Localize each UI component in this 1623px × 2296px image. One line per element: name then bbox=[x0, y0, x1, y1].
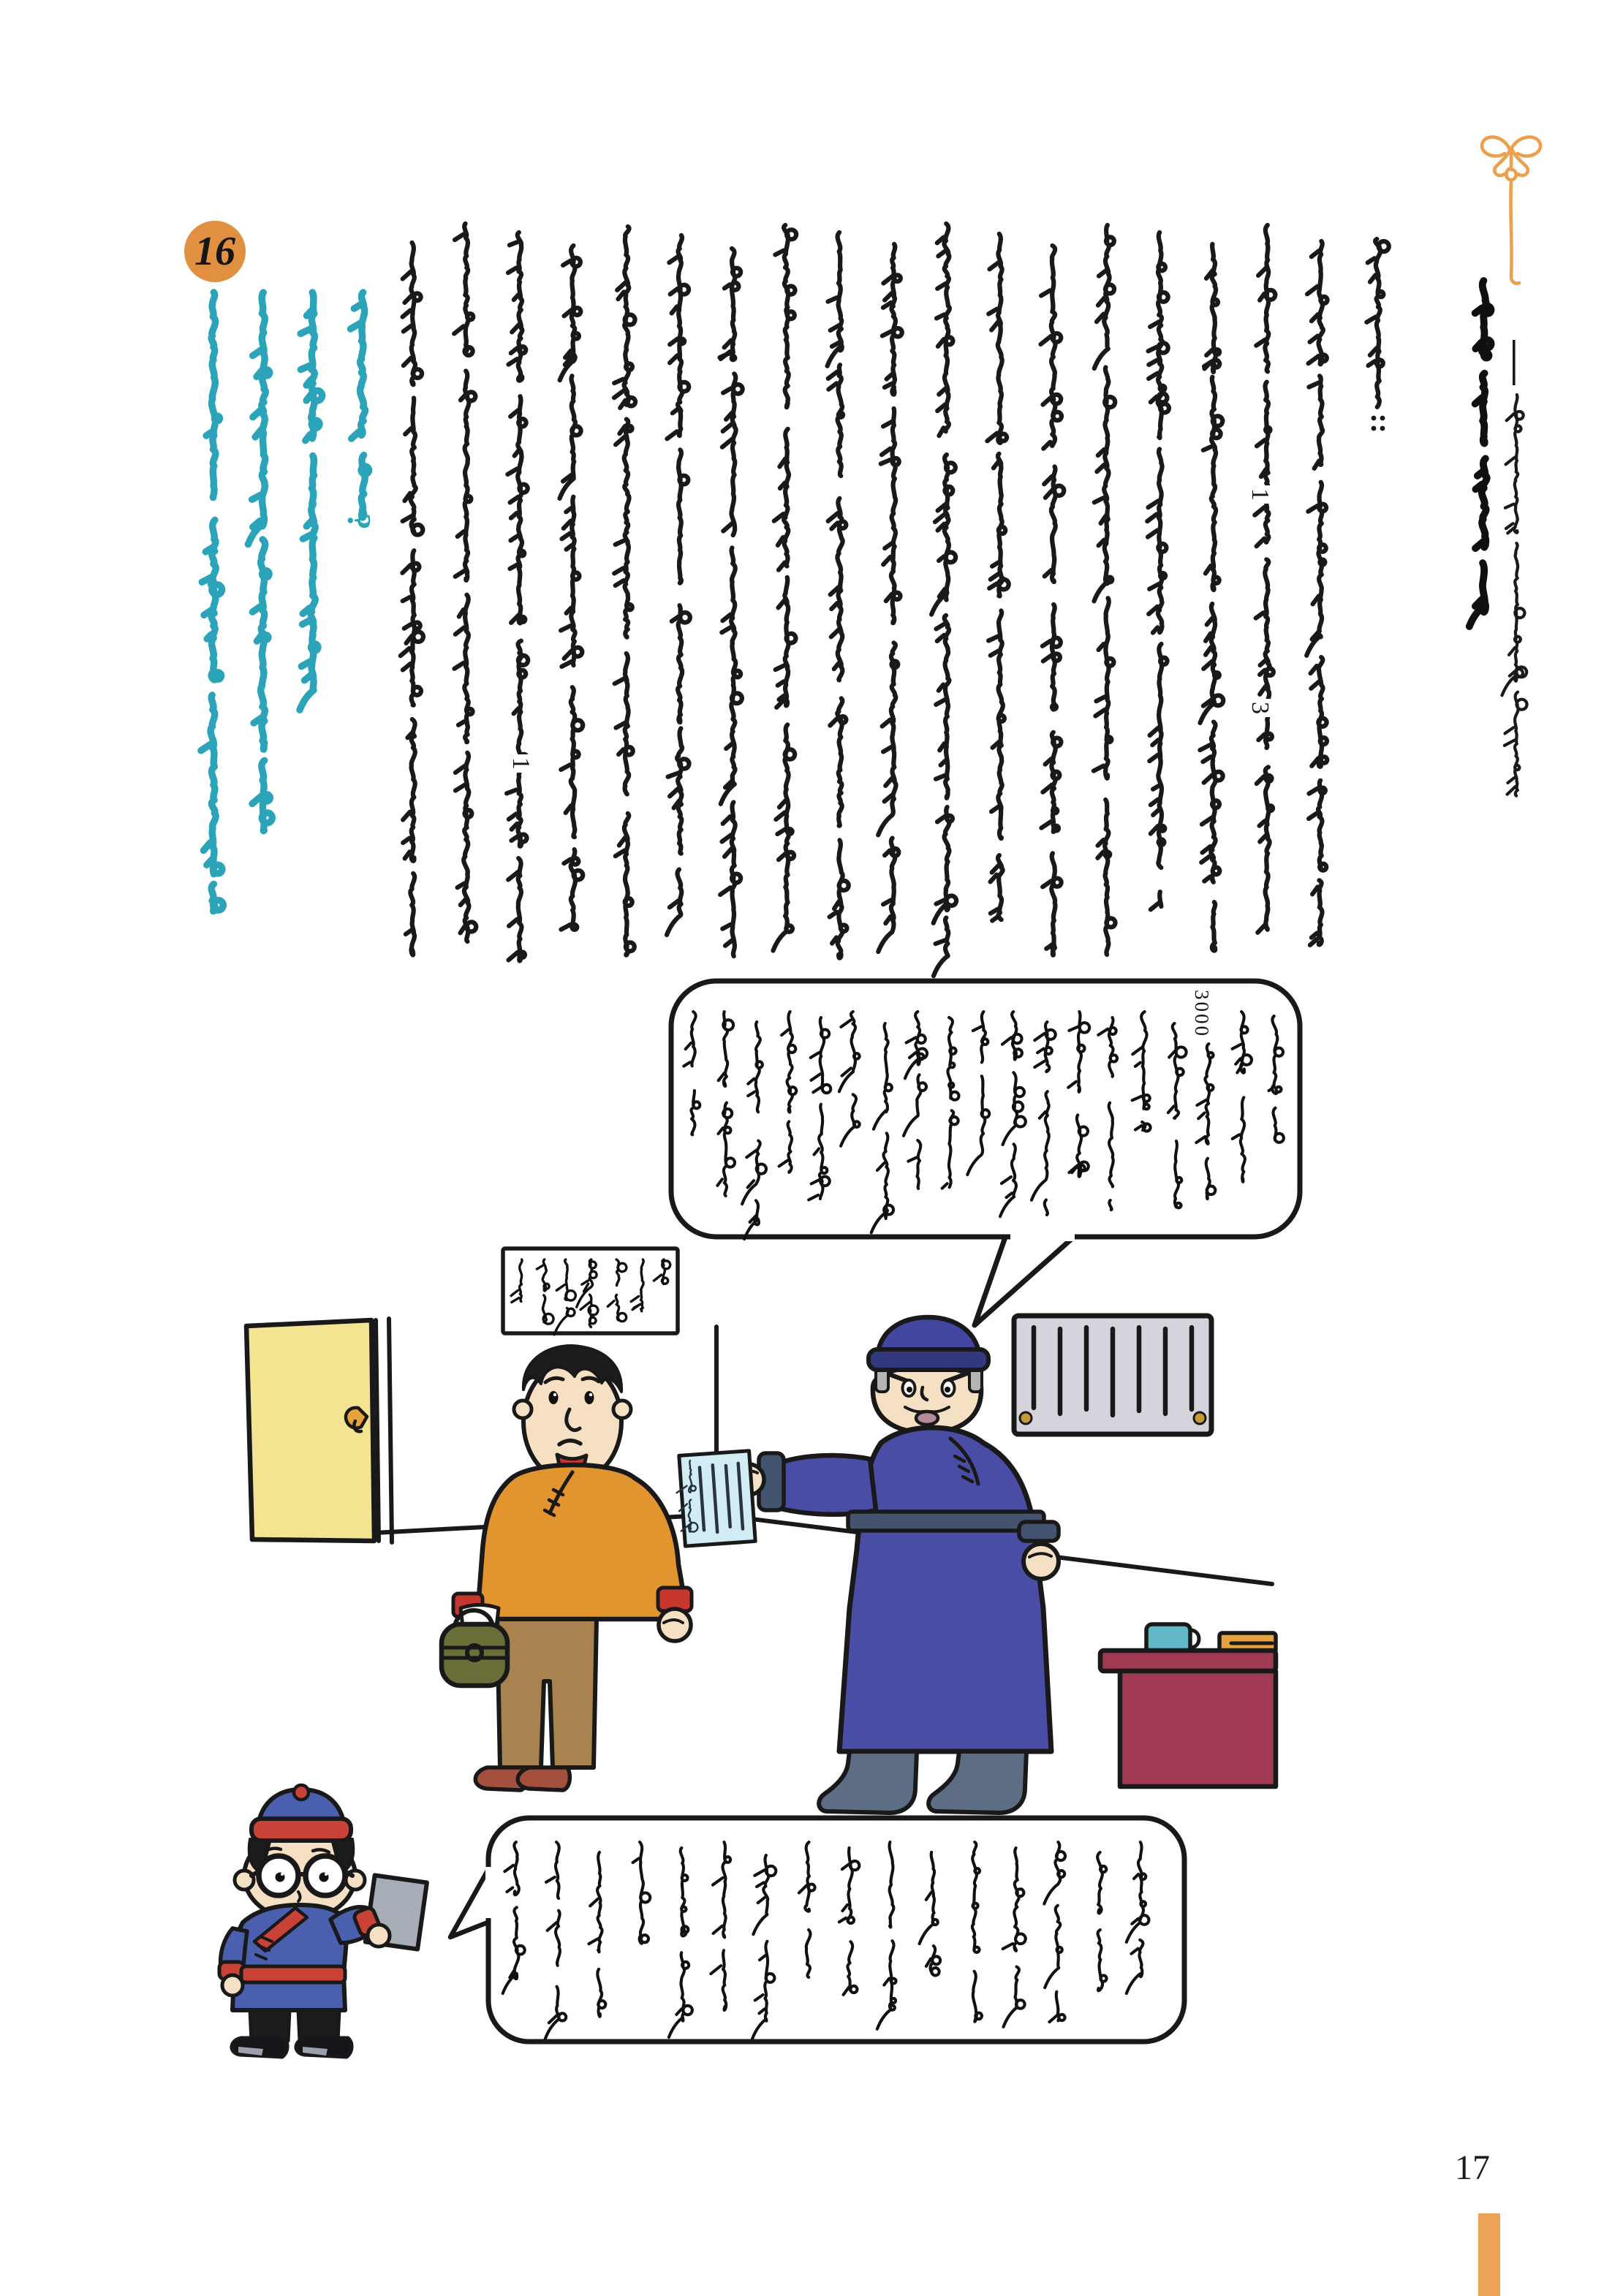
script-column bbox=[248, 292, 272, 831]
screw-icon bbox=[1020, 1412, 1032, 1424]
script-column bbox=[560, 246, 583, 930]
radiator bbox=[1014, 1316, 1211, 1434]
lesson-number: 16 bbox=[194, 229, 235, 274]
inline-digit: 1 bbox=[1246, 485, 1274, 504]
speech-bubble-bottom bbox=[450, 1818, 1184, 2042]
belt bbox=[241, 1966, 345, 1982]
hand bbox=[368, 1925, 390, 1947]
script-column bbox=[507, 232, 528, 961]
script-column bbox=[667, 235, 690, 935]
end-punctuation-mark bbox=[1372, 416, 1385, 431]
speech-tail bbox=[450, 1864, 491, 1937]
bubble-amount-number: 3000 bbox=[1191, 990, 1213, 1038]
visitor-man bbox=[442, 1346, 692, 1790]
script-column bbox=[1502, 395, 1527, 796]
page-number: 17 bbox=[1455, 2148, 1490, 2187]
script-column bbox=[1200, 244, 1223, 951]
script-column bbox=[350, 292, 368, 518]
teal-middle-dot bbox=[309, 500, 317, 508]
header-dash bbox=[1513, 340, 1516, 385]
script-column bbox=[454, 224, 476, 941]
satchel-bag bbox=[442, 1624, 507, 1686]
hat-knob bbox=[294, 1785, 309, 1800]
inline-digit: 3 bbox=[1246, 699, 1274, 717]
script-column bbox=[614, 227, 635, 955]
speech-tail bbox=[975, 1231, 1081, 1325]
extended-arm bbox=[781, 1455, 876, 1515]
unit-header-title bbox=[1469, 281, 1491, 626]
hand bbox=[659, 1609, 691, 1641]
script-column bbox=[1094, 225, 1116, 955]
door bbox=[246, 1319, 392, 1542]
pants bbox=[497, 1619, 597, 1768]
boot bbox=[819, 1751, 917, 1813]
corner-flourish-ornament bbox=[1482, 137, 1540, 283]
belt bbox=[848, 1512, 1044, 1531]
footer-accent-bar bbox=[1478, 2213, 1500, 2296]
question-mark: ? bbox=[341, 513, 378, 530]
boot bbox=[928, 1751, 1026, 1813]
script-column bbox=[1469, 281, 1491, 626]
unit-header-subtitle bbox=[1502, 395, 1527, 796]
script-column bbox=[1147, 232, 1169, 909]
office-desk bbox=[1100, 1624, 1276, 1787]
hat-band bbox=[869, 1349, 988, 1370]
screw-icon bbox=[1194, 1412, 1206, 1424]
script-column bbox=[987, 234, 1008, 921]
script-column bbox=[1306, 241, 1327, 945]
teal-question-text bbox=[201, 292, 369, 912]
lesson-number-badge bbox=[184, 221, 246, 282]
script-column bbox=[773, 225, 797, 951]
script-column bbox=[1366, 239, 1388, 407]
shoe bbox=[518, 1768, 570, 1790]
script-column bbox=[878, 244, 902, 952]
hand bbox=[1024, 1544, 1059, 1579]
script-column bbox=[201, 292, 223, 912]
main-passage-text bbox=[401, 224, 1389, 976]
script-column bbox=[1255, 225, 1275, 933]
script-column bbox=[828, 232, 849, 958]
script-column bbox=[720, 249, 743, 956]
script-column bbox=[401, 243, 423, 955]
script-column bbox=[1041, 246, 1064, 955]
open-mouth bbox=[916, 1412, 938, 1425]
inline-digit: 1 bbox=[507, 754, 534, 773]
hat-band bbox=[251, 1819, 351, 1841]
script-column bbox=[931, 224, 956, 976]
official-man bbox=[679, 1317, 1059, 1813]
student-boy bbox=[219, 1785, 427, 2057]
